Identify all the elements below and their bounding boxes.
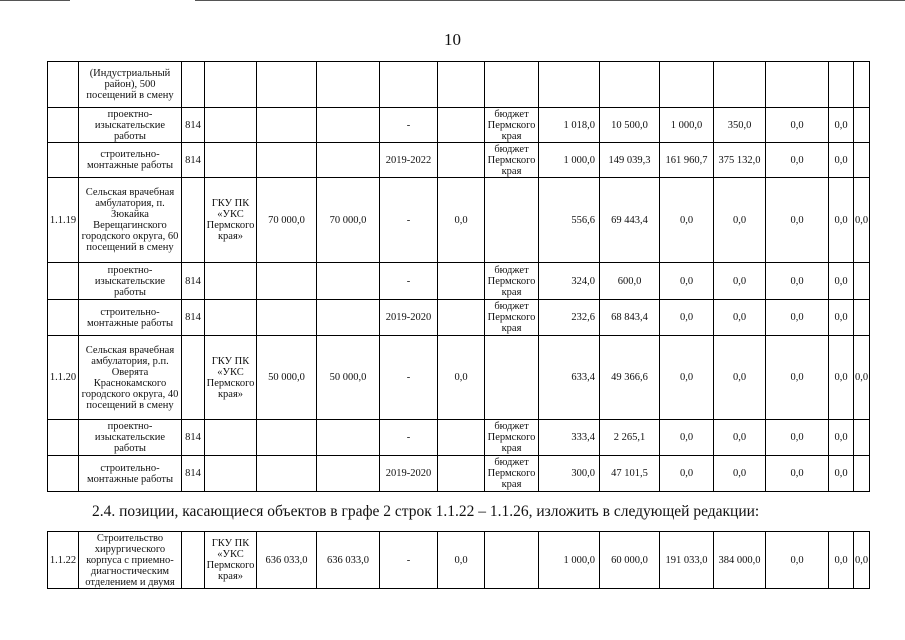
cell-name: Сельская врачебная амбулатория, п. Зюкайка Верещагинского городского округа, 60 посещений в смену <box>79 178 182 263</box>
cell-c8 <box>438 143 485 178</box>
cell-c5 <box>257 456 317 492</box>
cell-num <box>48 263 79 300</box>
cell-v4: 350,0 <box>714 108 766 143</box>
page-number: 10 <box>444 30 461 49</box>
cell-name: Строительство хирургического корпуса с приемно-диагностическим отделением и двумя <box>79 532 182 589</box>
cell-v2 <box>600 62 660 108</box>
cell-v7 <box>854 108 870 143</box>
cell-c5 <box>257 300 317 336</box>
cell-source <box>485 178 539 263</box>
cell-customer <box>205 62 257 108</box>
budget-table <box>47 61 870 492</box>
cell-v3: 191 033,0 <box>660 532 714 589</box>
cell-period: 2019-2022 <box>380 143 438 178</box>
table-row <box>48 143 870 178</box>
cell-c6 <box>317 108 380 143</box>
cell-c6 <box>317 263 380 300</box>
cell-num: 1.1.19 <box>48 178 79 263</box>
cell-v7: 0,0 <box>854 532 870 589</box>
cell-v2: 49 366,6 <box>600 336 660 420</box>
cell-v5 <box>766 62 829 108</box>
cell-v3: 0,0 <box>660 300 714 336</box>
cell-c5: 70 000,0 <box>257 178 317 263</box>
cell-source <box>485 532 539 589</box>
cell-num <box>48 456 79 492</box>
cell-c6: 50 000,0 <box>317 336 380 420</box>
cell-v6: 0,0 <box>829 108 854 143</box>
cell-v2: 68 843,4 <box>600 300 660 336</box>
cell-c5: 636 033,0 <box>257 532 317 589</box>
cell-code <box>182 178 205 263</box>
cell-period <box>380 62 438 108</box>
table-row <box>48 62 870 108</box>
cell-period: 2019-2020 <box>380 300 438 336</box>
cell-customer <box>205 420 257 456</box>
cell-num: 1.1.20 <box>48 336 79 420</box>
cell-v6: 0,0 <box>829 143 854 178</box>
cell-v4: 0,0 <box>714 178 766 263</box>
cell-v4: 384 000,0 <box>714 532 766 589</box>
cell-code: 814 <box>182 456 205 492</box>
cell-v5: 0,0 <box>766 456 829 492</box>
cell-code: 814 <box>182 263 205 300</box>
cell-v6: 0,0 <box>829 336 854 420</box>
cell-c8: 0,0 <box>438 336 485 420</box>
cell-source: бюджет Пермского края <box>485 108 539 143</box>
cell-v1: 324,0 <box>539 263 600 300</box>
cell-v1: 1 000,0 <box>539 532 600 589</box>
cell-customer: ГКУ ПК «УКС Пермского края» <box>205 336 257 420</box>
table-row <box>48 108 870 143</box>
cell-name: строительно-монтажные работы <box>79 300 182 336</box>
cell-v7: 0,0 <box>854 178 870 263</box>
cell-code: 814 <box>182 300 205 336</box>
section-heading: 2.4. позиции, касающиеся объектов в графе 2 строк 1.1.22 – 1.1.26, изложить в следующей редакции: <box>92 503 760 520</box>
cell-v1: 1 018,0 <box>539 108 600 143</box>
cell-name: (Индустриальный район), 500 посещений в смену <box>79 62 182 108</box>
cell-v3: 0,0 <box>660 420 714 456</box>
cell-period: - <box>380 336 438 420</box>
cell-source: бюджет Пермского края <box>485 263 539 300</box>
cell-v5: 0,0 <box>766 420 829 456</box>
cell-v7 <box>854 420 870 456</box>
cell-source: бюджет Пермского края <box>485 456 539 492</box>
cell-period: - <box>380 420 438 456</box>
cell-name: проектно-изыскательские работы <box>79 263 182 300</box>
cell-c6: 636 033,0 <box>317 532 380 589</box>
cell-source: бюджет Пермского края <box>485 420 539 456</box>
cell-v3: 1 000,0 <box>660 108 714 143</box>
table-row <box>48 420 870 456</box>
cell-name: строительно-монтажные работы <box>79 143 182 178</box>
cell-code <box>182 336 205 420</box>
cell-c6 <box>317 143 380 178</box>
cell-v5: 0,0 <box>766 143 829 178</box>
cell-v6 <box>829 62 854 108</box>
cell-v1 <box>539 62 600 108</box>
cell-v5: 0,0 <box>766 300 829 336</box>
cell-c6 <box>317 456 380 492</box>
cell-customer <box>205 143 257 178</box>
cell-v6: 0,0 <box>829 178 854 263</box>
top-rule-left <box>0 0 70 1</box>
cell-code <box>182 532 205 589</box>
cell-num: 1.1.22 <box>48 532 79 589</box>
cell-v5: 0,0 <box>766 336 829 420</box>
cell-c5 <box>257 420 317 456</box>
cell-v2: 10 500,0 <box>600 108 660 143</box>
cell-c8 <box>438 420 485 456</box>
cell-name: проектно-изыскательские работы <box>79 108 182 143</box>
cell-customer <box>205 300 257 336</box>
cell-v1: 633,4 <box>539 336 600 420</box>
cell-code: 814 <box>182 143 205 178</box>
cell-c6: 70 000,0 <box>317 178 380 263</box>
cell-v2: 2 265,1 <box>600 420 660 456</box>
cell-v6: 0,0 <box>829 456 854 492</box>
cell-c6 <box>317 62 380 108</box>
table-row <box>48 178 870 263</box>
cell-c8 <box>438 62 485 108</box>
cell-v1: 1 000,0 <box>539 143 600 178</box>
cell-v2: 149 039,3 <box>600 143 660 178</box>
cell-v4 <box>714 62 766 108</box>
cell-v3: 0,0 <box>660 336 714 420</box>
cell-c8: 0,0 <box>438 532 485 589</box>
table-row <box>48 456 870 492</box>
cell-v4: 0,0 <box>714 336 766 420</box>
cell-source <box>485 62 539 108</box>
cell-customer <box>205 108 257 143</box>
cell-c8 <box>438 300 485 336</box>
cell-v4: 0,0 <box>714 263 766 300</box>
cell-customer <box>205 263 257 300</box>
cell-v7 <box>854 62 870 108</box>
cell-v2: 69 443,4 <box>600 178 660 263</box>
cell-c5 <box>257 143 317 178</box>
cell-num <box>48 108 79 143</box>
cell-c8 <box>438 108 485 143</box>
cell-period: - <box>380 178 438 263</box>
table-row <box>48 263 870 300</box>
cell-c8 <box>438 456 485 492</box>
cell-c8: 0,0 <box>438 178 485 263</box>
cell-v6: 0,0 <box>829 532 854 589</box>
cell-customer: ГКУ ПК «УКС Пермского края» <box>205 532 257 589</box>
budget-table-continued <box>47 531 870 589</box>
cell-v7 <box>854 143 870 178</box>
cell-v6: 0,0 <box>829 420 854 456</box>
cell-v3: 0,0 <box>660 456 714 492</box>
cell-period: - <box>380 263 438 300</box>
cell-period: - <box>380 532 438 589</box>
table-row <box>48 300 870 336</box>
cell-c8 <box>438 263 485 300</box>
cell-num <box>48 62 79 108</box>
cell-v7 <box>854 456 870 492</box>
table-row <box>48 336 870 420</box>
cell-period: - <box>380 108 438 143</box>
cell-name: Сельская врачебная амбулатория, р.п. Оверята Краснокамского городского округа, 40 посещений в смену <box>79 336 182 420</box>
cell-c5 <box>257 108 317 143</box>
cell-v2: 600,0 <box>600 263 660 300</box>
cell-v4: 0,0 <box>714 420 766 456</box>
cell-c6 <box>317 300 380 336</box>
cell-v5: 0,0 <box>766 532 829 589</box>
cell-v4: 0,0 <box>714 300 766 336</box>
cell-num <box>48 300 79 336</box>
cell-v2: 47 101,5 <box>600 456 660 492</box>
cell-v6: 0,0 <box>829 263 854 300</box>
cell-name: строительно-монтажные работы <box>79 456 182 492</box>
table-row <box>48 532 870 589</box>
cell-v3: 0,0 <box>660 178 714 263</box>
cell-source: бюджет Пермского края <box>485 300 539 336</box>
cell-v5: 0,0 <box>766 178 829 263</box>
cell-num <box>48 143 79 178</box>
cell-c5 <box>257 62 317 108</box>
cell-code: 814 <box>182 108 205 143</box>
cell-code: 814 <box>182 420 205 456</box>
cell-customer <box>205 456 257 492</box>
top-rule-right <box>195 0 905 1</box>
cell-v7 <box>854 263 870 300</box>
cell-source <box>485 336 539 420</box>
cell-v2: 60 000,0 <box>600 532 660 589</box>
cell-v7: 0,0 <box>854 336 870 420</box>
cell-v1: 300,0 <box>539 456 600 492</box>
cell-c6 <box>317 420 380 456</box>
cell-v1: 232,6 <box>539 300 600 336</box>
cell-v3 <box>660 62 714 108</box>
cell-code <box>182 62 205 108</box>
cell-period: 2019-2020 <box>380 456 438 492</box>
cell-v7 <box>854 300 870 336</box>
cell-c5 <box>257 263 317 300</box>
cell-v5: 0,0 <box>766 263 829 300</box>
cell-v6: 0,0 <box>829 300 854 336</box>
cell-customer: ГКУ ПК «УКС Пермского края» <box>205 178 257 263</box>
cell-name: проектно-изыскательские работы <box>79 420 182 456</box>
cell-v4: 375 132,0 <box>714 143 766 178</box>
cell-c5: 50 000,0 <box>257 336 317 420</box>
cell-v1: 333,4 <box>539 420 600 456</box>
cell-v5: 0,0 <box>766 108 829 143</box>
cell-num <box>48 420 79 456</box>
cell-v1: 556,6 <box>539 178 600 263</box>
cell-v4: 0,0 <box>714 456 766 492</box>
cell-v3: 161 960,7 <box>660 143 714 178</box>
cell-v3: 0,0 <box>660 263 714 300</box>
cell-source: бюджет Пермского края <box>485 143 539 178</box>
